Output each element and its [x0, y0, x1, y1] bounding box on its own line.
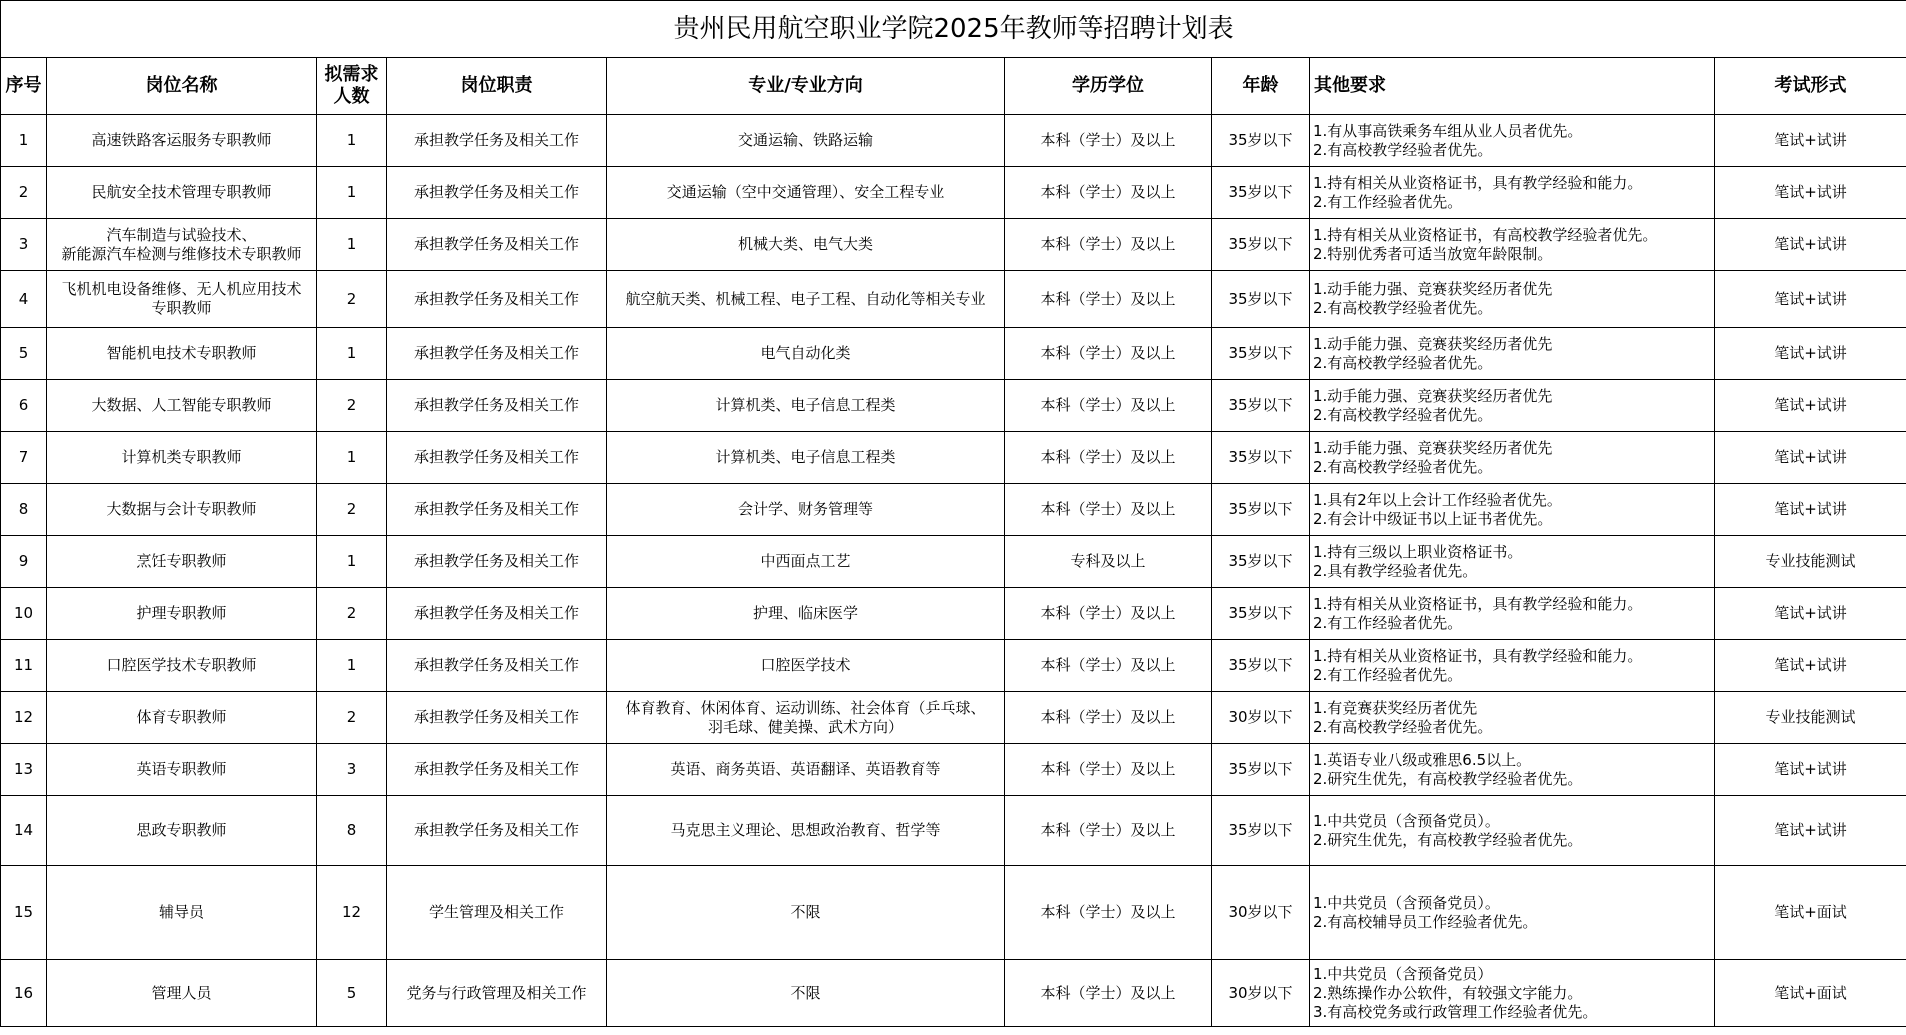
- cell-position: [47, 692, 317, 744]
- cell-position-line: 汽车制造与试验技术、: [106, 225, 257, 244]
- cell-seq: 14: [1, 796, 47, 866]
- cell-position-line: 英语专职教师: [136, 760, 227, 778]
- cell-seq: 7: [1, 432, 47, 484]
- cell-position-line: 辅导员: [158, 903, 204, 921]
- table-row: [1, 588, 1906, 640]
- cell-position: [47, 219, 317, 271]
- cell-position-line: 体育专职教师: [136, 708, 227, 726]
- cell-major-line: 机械大类、电气大类: [737, 235, 873, 253]
- cell-major-line: 护理、临床医学: [752, 604, 858, 622]
- cell-count: 1: [317, 115, 387, 167]
- cell-exam: 笔试+试讲: [1715, 271, 1906, 328]
- cell-degree: 本科（学士）及以上: [1005, 692, 1212, 744]
- cell-major-line: 计算机类、电子信息工程类: [715, 396, 896, 414]
- cell-other-line: 2.有高校教学经验者优先。: [1313, 353, 1493, 372]
- cell-age: 30岁以下: [1212, 866, 1310, 960]
- cell-other-line: 1.中共党员（含预备党员）: [1313, 964, 1493, 983]
- cell-major-line: 不限: [790, 903, 821, 921]
- cell-duty: 承担教学任务及相关工作: [387, 432, 607, 484]
- cell-degree: 本科（学士）及以上: [1005, 219, 1212, 271]
- cell-position: [47, 432, 317, 484]
- table-row: [1, 219, 1906, 271]
- cell-major-line: 航空航天类、机械工程、电子工程、自动化等相关专业: [625, 289, 986, 308]
- header-major: 专业/专业方向: [607, 58, 1005, 115]
- cell-other-line: 2.有高校辅导员工作经验者优先。: [1313, 912, 1538, 931]
- cell-major-line: 英语、商务英语、英语翻译、英语教育等: [670, 760, 941, 778]
- cell-other-line: 2.有高校教学经验者优先。: [1313, 299, 1493, 317]
- cell-duty: 承担教学任务及相关工作: [387, 588, 607, 640]
- cell-other: [1310, 640, 1715, 692]
- table-row: [1, 380, 1906, 432]
- cell-major-line: 交通运输、铁路运输: [737, 131, 873, 149]
- table-row: [1, 115, 1906, 167]
- cell-position-line: 思政专职教师: [136, 821, 227, 839]
- cell-major-line: 口腔医学技术: [760, 656, 851, 674]
- cell-seq: 13: [1, 744, 47, 796]
- cell-other-line: 2.有高校教学经验者优先。: [1313, 457, 1493, 476]
- cell-count: 5: [317, 960, 387, 1027]
- table-row: [1, 536, 1906, 588]
- cell-exam: 笔试+试讲: [1715, 588, 1906, 640]
- cell-duty: 承担教学任务及相关工作: [387, 744, 607, 796]
- cell-other-line: 1.有从事高铁乘务车组从业人员者优先。: [1313, 121, 1583, 140]
- cell-degree: 本科（学士）及以上: [1005, 484, 1212, 536]
- cell-other-line: 1.英语专业八级或雅思6.5以上。: [1313, 750, 1532, 769]
- cell-other: [1310, 484, 1715, 536]
- cell-position: [47, 866, 317, 960]
- cell-other: [1310, 115, 1715, 167]
- table-row: [1, 796, 1906, 866]
- cell-other-line: 1.中共党员（含预备党员）。: [1313, 893, 1500, 912]
- cell-exam: 笔试+试讲: [1715, 328, 1906, 380]
- cell-position-line: 管理人员: [151, 983, 212, 1002]
- cell-age: 35岁以下: [1212, 484, 1310, 536]
- cell-position-line: 新能源汽车检测与维修技术专职教师: [61, 244, 302, 263]
- cell-other-line: 1.动手能力强、竞赛获奖经历者优先: [1313, 280, 1553, 298]
- cell-other-line: 1.有竞赛获奖经历者优先: [1313, 698, 1478, 717]
- cell-major: [607, 796, 1005, 866]
- cell-age: 30岁以下: [1212, 960, 1310, 1027]
- cell-age: 35岁以下: [1212, 219, 1310, 271]
- cell-seq: 3: [1, 219, 47, 271]
- table-row: [1, 960, 1906, 1027]
- cell-exam: 笔试+试讲: [1715, 115, 1906, 167]
- cell-position: [47, 167, 317, 219]
- cell-duty: 承担教学任务及相关工作: [387, 271, 607, 328]
- cell-seq: 16: [1, 960, 47, 1027]
- cell-exam: 笔试+面试: [1715, 960, 1906, 1027]
- cell-degree: 本科（学士）及以上: [1005, 271, 1212, 328]
- cell-count: 12: [317, 866, 387, 960]
- cell-duty: 学生管理及相关工作: [387, 866, 607, 960]
- cell-degree: 本科（学士）及以上: [1005, 588, 1212, 640]
- cell-seq: 9: [1, 536, 47, 588]
- table-row: [1, 866, 1906, 960]
- cell-degree: 本科（学士）及以上: [1005, 640, 1212, 692]
- cell-major-line: 交通运输（空中交通管理）、安全工程专业: [666, 183, 945, 201]
- cell-position-line: 烹饪专职教师: [136, 552, 227, 570]
- cell-degree: 本科（学士）及以上: [1005, 328, 1212, 380]
- cell-count: 2: [317, 692, 387, 744]
- cell-count: 1: [317, 219, 387, 271]
- cell-exam: 专业技能测试: [1715, 536, 1906, 588]
- cell-age: 30岁以下: [1212, 692, 1310, 744]
- cell-count: 1: [317, 640, 387, 692]
- cell-exam: 专业技能测试: [1715, 692, 1906, 744]
- cell-duty: 承担教学任务及相关工作: [387, 640, 607, 692]
- cell-seq: 1: [1, 115, 47, 167]
- cell-major: [607, 960, 1005, 1027]
- cell-other-line: 2.有高校教学经验者优先。: [1313, 140, 1493, 159]
- cell-count: 1: [317, 328, 387, 380]
- cell-seq: 8: [1, 484, 47, 536]
- cell-position: [47, 796, 317, 866]
- header-exam: 考试形式: [1715, 58, 1906, 115]
- cell-other: [1310, 328, 1715, 380]
- page-title: 贵州民用航空职业学院2025年教师等招聘计划表: [1, 1, 1906, 58]
- table-body: [1, 115, 1906, 1027]
- cell-other-line: 1.动手能力强、竞赛获奖经历者优先: [1313, 438, 1553, 457]
- cell-degree: 本科（学士）及以上: [1005, 380, 1212, 432]
- cell-exam: 笔试+试讲: [1715, 484, 1906, 536]
- table-row: [1, 432, 1906, 484]
- cell-major: [607, 536, 1005, 588]
- cell-other: [1310, 432, 1715, 484]
- cell-duty: 承担教学任务及相关工作: [387, 796, 607, 866]
- cell-position: [47, 536, 317, 588]
- cell-age: 35岁以下: [1212, 536, 1310, 588]
- cell-major-line: 体育教育、休闲体育、运动训练、社会体育（乒乓球、: [625, 698, 986, 717]
- cell-count: 2: [317, 484, 387, 536]
- table-row: [1, 167, 1906, 219]
- cell-other-line: 1.持有相关从业资格证书，具有教学经验和能力。: [1313, 173, 1643, 192]
- header-row: [1, 58, 1906, 115]
- cell-duty: 党务与行政管理及相关工作: [387, 960, 607, 1027]
- cell-other-line: 1.持有相关从业资格证书，具有教学经验和能力。: [1313, 646, 1643, 665]
- cell-position-line: 计算机类专职教师: [121, 448, 242, 466]
- cell-exam: 笔试+试讲: [1715, 380, 1906, 432]
- cell-other-line: 1.动手能力强、竞赛获奖经历者优先: [1313, 334, 1553, 353]
- header-other: 其他要求: [1310, 58, 1715, 115]
- cell-exam: 笔试+面试: [1715, 866, 1906, 960]
- header-count: 拟需求人数: [317, 58, 387, 115]
- cell-age: 35岁以下: [1212, 744, 1310, 796]
- cell-position: [47, 115, 317, 167]
- cell-position-line: 专职教师: [151, 299, 212, 317]
- cell-other: [1310, 796, 1715, 866]
- cell-age: 35岁以下: [1212, 796, 1310, 866]
- cell-major-line: 羽毛球、健美操、武术方向）: [707, 717, 903, 736]
- cell-seq: 5: [1, 328, 47, 380]
- cell-degree: 本科（学士）及以上: [1005, 796, 1212, 866]
- cell-major: [607, 380, 1005, 432]
- cell-count: 1: [317, 536, 387, 588]
- table-row: [1, 640, 1906, 692]
- cell-count: 1: [317, 167, 387, 219]
- cell-major-line: 计算机类、电子信息工程类: [715, 448, 896, 466]
- cell-other-line: 2.研究生优先，有高校教学经验者优先。: [1313, 830, 1583, 849]
- cell-other-line: 2.具有教学经验者优先。: [1313, 561, 1478, 580]
- cell-major-line: 不限: [790, 983, 821, 1002]
- cell-other-line: 1.动手能力强、竞赛获奖经历者优先: [1313, 386, 1553, 405]
- cell-seq: 12: [1, 692, 47, 744]
- cell-other-line: 1.持有相关从业资格证书，有高校教学经验者优先。: [1313, 225, 1658, 244]
- cell-other: [1310, 866, 1715, 960]
- cell-position: [47, 271, 317, 328]
- cell-seq: 6: [1, 380, 47, 432]
- cell-duty: 承担教学任务及相关工作: [387, 484, 607, 536]
- cell-position-line: 大数据、人工智能专职教师: [91, 396, 272, 414]
- cell-other-line: 2.有高校教学经验者优先。: [1313, 717, 1493, 736]
- cell-other-line: 2.熟练操作办公软件，有较强文字能力。: [1313, 983, 1583, 1002]
- cell-other: [1310, 536, 1715, 588]
- cell-major: [607, 271, 1005, 328]
- cell-age: 35岁以下: [1212, 640, 1310, 692]
- cell-degree: 本科（学士）及以上: [1005, 167, 1212, 219]
- cell-other-line: 2.有工作经验者优先。: [1313, 192, 1463, 211]
- cell-other-line: 3.有高校党务或行政管理工作经验者优先。: [1313, 1002, 1598, 1021]
- cell-seq: 15: [1, 866, 47, 960]
- cell-position: [47, 588, 317, 640]
- cell-other: [1310, 960, 1715, 1027]
- cell-degree: 本科（学士）及以上: [1005, 115, 1212, 167]
- cell-major: [607, 640, 1005, 692]
- cell-major: [607, 866, 1005, 960]
- cell-exam: 笔试+试讲: [1715, 744, 1906, 796]
- cell-age: 35岁以下: [1212, 167, 1310, 219]
- cell-other-line: 2.有会计中级证书以上证书者优先。: [1313, 509, 1553, 528]
- cell-count: 2: [317, 380, 387, 432]
- header-age: 年龄: [1212, 58, 1310, 115]
- cell-duty: 承担教学任务及相关工作: [387, 692, 607, 744]
- cell-degree: 本科（学士）及以上: [1005, 866, 1212, 960]
- cell-degree: 本科（学士）及以上: [1005, 960, 1212, 1027]
- header-position: 岗位名称: [47, 58, 317, 115]
- cell-other-line: 1.中共党员（含预备党员）。: [1313, 811, 1500, 830]
- cell-exam: 笔试+试讲: [1715, 640, 1906, 692]
- cell-position-line: 护理专职教师: [136, 604, 227, 622]
- cell-position-line: 飞机机电设备维修、无人机应用技术: [61, 280, 302, 298]
- cell-other: [1310, 167, 1715, 219]
- cell-age: 35岁以下: [1212, 588, 1310, 640]
- table-row: [1, 744, 1906, 796]
- cell-duty: 承担教学任务及相关工作: [387, 328, 607, 380]
- cell-count: 2: [317, 271, 387, 328]
- cell-degree: 本科（学士）及以上: [1005, 432, 1212, 484]
- table-row: [1, 328, 1906, 380]
- cell-other-line: 1.持有相关从业资格证书，具有教学经验和能力。: [1313, 594, 1643, 613]
- cell-major: [607, 484, 1005, 536]
- cell-seq: 2: [1, 167, 47, 219]
- header-degree: 学历学位: [1005, 58, 1212, 115]
- cell-position-line: 智能机电技术专职教师: [106, 344, 257, 362]
- table-row: [1, 271, 1906, 328]
- cell-position-line: 民航安全技术管理专职教师: [91, 183, 272, 201]
- cell-major: [607, 167, 1005, 219]
- cell-other: [1310, 271, 1715, 328]
- cell-major: [607, 328, 1005, 380]
- header-duty: 岗位职责: [387, 58, 607, 115]
- cell-exam: 笔试+试讲: [1715, 432, 1906, 484]
- cell-position: [47, 960, 317, 1027]
- cell-other: [1310, 380, 1715, 432]
- cell-seq: 4: [1, 271, 47, 328]
- cell-exam: 笔试+试讲: [1715, 219, 1906, 271]
- cell-duty: 承担教学任务及相关工作: [387, 115, 607, 167]
- cell-count: 8: [317, 796, 387, 866]
- cell-exam: 笔试+试讲: [1715, 167, 1906, 219]
- header-seq: 序号: [1, 58, 47, 115]
- cell-other-line: 1.持有三级以上职业资格证书。: [1313, 542, 1523, 561]
- cell-position: [47, 640, 317, 692]
- cell-count: 3: [317, 744, 387, 796]
- cell-position-line: 高速铁路客运服务专职教师: [91, 131, 272, 149]
- cell-position: [47, 380, 317, 432]
- cell-position-line: 口腔医学技术专职教师: [106, 656, 257, 674]
- cell-seq: 11: [1, 640, 47, 692]
- cell-degree: 专科及以上: [1005, 536, 1212, 588]
- cell-position: [47, 328, 317, 380]
- cell-other: [1310, 219, 1715, 271]
- cell-other-line: 2.有高校教学经验者优先。: [1313, 405, 1493, 424]
- cell-duty: 承担教学任务及相关工作: [387, 167, 607, 219]
- cell-other: [1310, 692, 1715, 744]
- table-row: [1, 692, 1906, 744]
- cell-age: 35岁以下: [1212, 380, 1310, 432]
- cell-major: [607, 432, 1005, 484]
- cell-other-line: 2.有工作经验者优先。: [1313, 665, 1463, 684]
- cell-exam: 笔试+试讲: [1715, 796, 1906, 866]
- cell-position: [47, 484, 317, 536]
- cell-other: [1310, 744, 1715, 796]
- cell-major-line: 中西面点工艺: [760, 552, 851, 570]
- cell-age: 35岁以下: [1212, 328, 1310, 380]
- cell-count: 2: [317, 588, 387, 640]
- cell-age: 35岁以下: [1212, 115, 1310, 167]
- cell-age: 35岁以下: [1212, 271, 1310, 328]
- cell-other-line: 2.研究生优先，有高校教学经验者优先。: [1313, 769, 1583, 788]
- cell-other-line: 1.具有2年以上会计工作经验者优先。: [1313, 490, 1562, 509]
- cell-age: 35岁以下: [1212, 432, 1310, 484]
- cell-duty: 承担教学任务及相关工作: [387, 219, 607, 271]
- cell-major: [607, 692, 1005, 744]
- cell-major: [607, 219, 1005, 271]
- cell-major: [607, 115, 1005, 167]
- cell-seq: 10: [1, 588, 47, 640]
- cell-position: [47, 744, 317, 796]
- cell-other-line: 2.有工作经验者优先。: [1313, 613, 1463, 632]
- table-row: [1, 484, 1906, 536]
- cell-degree: 本科（学士）及以上: [1005, 744, 1212, 796]
- cell-duty: 承担教学任务及相关工作: [387, 536, 607, 588]
- cell-major-line: 电气自动化类: [760, 344, 851, 362]
- cell-position-line: 大数据与会计专职教师: [106, 500, 257, 518]
- cell-major-line: 会计学、财务管理等: [737, 500, 873, 518]
- cell-other-line: 2.特别优秀者可适当放宽年龄限制。: [1313, 244, 1553, 263]
- cell-count: 1: [317, 432, 387, 484]
- cell-duty: 承担教学任务及相关工作: [387, 380, 607, 432]
- cell-other: [1310, 588, 1715, 640]
- cell-major: [607, 588, 1005, 640]
- cell-major: [607, 744, 1005, 796]
- cell-major-line: 马克思主义理论、思想政治教育、哲学等: [670, 821, 941, 839]
